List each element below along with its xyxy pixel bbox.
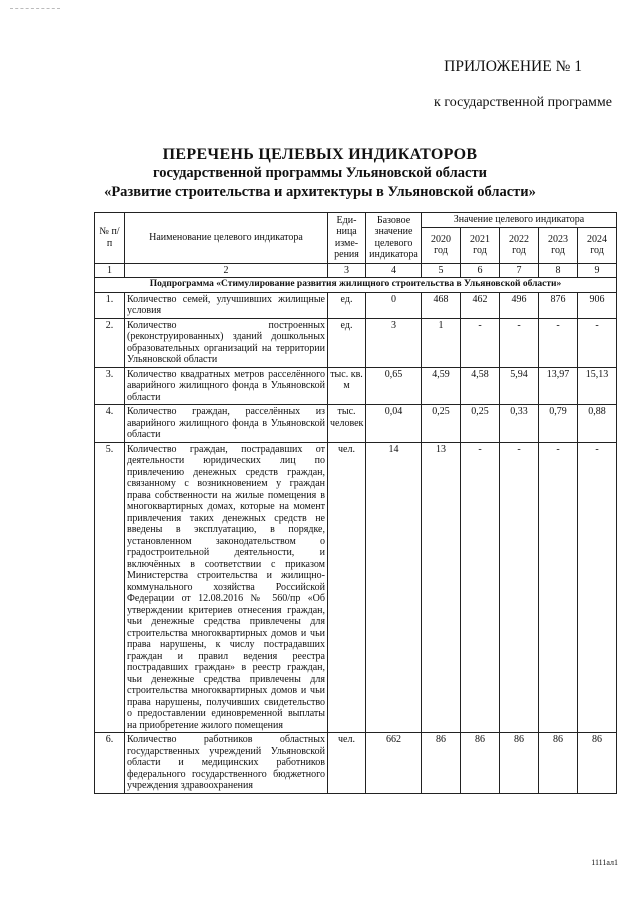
row-num: 4. — [95, 405, 125, 443]
row-value: - — [500, 318, 539, 367]
row-name: Количество построенных (реконструированных) зданий дошкольных образовательных организаций на территории Ульяновской области — [125, 318, 328, 367]
table-row — [95, 733, 617, 794]
row-name: Количество граждан, расселённых из аварийного жилищного фонда в Ульяновской области — [125, 405, 328, 443]
row-value: 86 — [500, 733, 539, 794]
table-row — [95, 292, 617, 318]
subprogram-title: Подпрограмма «Стимулирование развития жилищного строительства в Ульяновской области» — [95, 278, 617, 293]
row-value: 0,88 — [578, 405, 617, 443]
row-unit: ед. — [328, 292, 366, 318]
row-num: 1. — [95, 292, 125, 318]
table-row — [95, 442, 617, 733]
row-value: 4,59 — [422, 367, 461, 405]
row-value: 906 — [578, 292, 617, 318]
header-num: № п/п — [95, 213, 125, 264]
program-reference: к государственной программе — [434, 95, 612, 110]
row-value: 0,25 — [422, 405, 461, 443]
row-value: 86 — [539, 733, 578, 794]
header-name: Наименование целевого индикатора — [125, 213, 328, 264]
row-value: - — [461, 318, 500, 367]
header-values: Значение целевого индикатора — [422, 213, 617, 228]
column-number: 1 — [95, 263, 125, 278]
table-row — [95, 367, 617, 405]
header-unit: Еди-ница изме-рения — [328, 213, 366, 264]
column-numbers-row — [95, 263, 617, 278]
row-unit: ед. — [328, 318, 366, 367]
row-value: 0,25 — [461, 405, 500, 443]
column-number: 6 — [461, 263, 500, 278]
table-row — [95, 318, 617, 367]
column-number: 3 — [328, 263, 366, 278]
row-unit: чел. — [328, 442, 366, 733]
document-title — [0, 145, 640, 202]
row-value: - — [578, 442, 617, 733]
row-value: - — [461, 442, 500, 733]
column-number: 4 — [366, 263, 422, 278]
row-value: 13,97 — [539, 367, 578, 405]
title-line-1: ПЕРЕЧЕНЬ ЦЕЛЕВЫХ ИНДИКАТОРОВ — [162, 146, 478, 163]
row-value: 462 — [461, 292, 500, 318]
row-unit: тыс. кв. м — [328, 367, 366, 405]
row-base: 0 — [366, 292, 422, 318]
footer-code: 1111ал1 — [591, 858, 618, 867]
column-number: 5 — [422, 263, 461, 278]
column-number: 9 — [578, 263, 617, 278]
indicators-table — [94, 212, 617, 794]
row-num: 5. — [95, 442, 125, 733]
row-value: 86 — [422, 733, 461, 794]
row-unit: тыс. человек — [328, 405, 366, 443]
header-year: 2021 год — [461, 227, 500, 263]
subprogram-row — [95, 278, 617, 293]
row-unit: чел. — [328, 733, 366, 794]
header-year: 2020 год — [422, 227, 461, 263]
column-number: 8 — [539, 263, 578, 278]
row-base: 662 — [366, 733, 422, 794]
header-year: 2024 год — [578, 227, 617, 263]
row-value: - — [578, 318, 617, 367]
title-line-2: государственной программы Ульяновской области — [153, 165, 487, 181]
row-value: 4,58 — [461, 367, 500, 405]
table-row — [95, 405, 617, 443]
row-value: 0,79 — [539, 405, 578, 443]
row-num: 6. — [95, 733, 125, 794]
row-name: Количество квадратных метров расселённого аварийного жилищного фонда в Ульяновской области — [125, 367, 328, 405]
row-value: - — [500, 442, 539, 733]
row-base: 14 — [366, 442, 422, 733]
column-number: 7 — [500, 263, 539, 278]
column-number: 2 — [125, 263, 328, 278]
row-name: Количество семей, улучшивших жилищные условия — [125, 292, 328, 318]
row-name: Количество работников областных государственных учреждений Ульяновской области и медицинских работников федерального государственного бюджетного учреждения здравоохранения — [125, 733, 328, 794]
row-base: 0,04 — [366, 405, 422, 443]
header-base: Базовое значение целевого индикатора — [366, 213, 422, 264]
row-value: 1 — [422, 318, 461, 367]
row-value: 496 — [500, 292, 539, 318]
row-base: 3 — [366, 318, 422, 367]
row-value: - — [539, 442, 578, 733]
title-line-3: «Развитие строительства и архитектуры в Ульяновской области» — [104, 184, 536, 200]
row-value: 13 — [422, 442, 461, 733]
row-value: - — [539, 318, 578, 367]
row-value: 0,33 — [500, 405, 539, 443]
row-name: Количество граждан, пострадавших от деятельности юридических лиц по привлечению денежных средств граждан, связанному с возникновением у граждан права собственности на жилые помещения в многоквартирных домах, которые на момент привлечения таких денежных средств не введены в эксплуатацию, в порядке, установленном законодательством о градостроительной деятельности, и включённых в соответствии с приказом Министерства строительства и жилищно-коммунального хозяйства Российской Федерации от 12.08.2016 № 560/пр «Об утверждении критериев отнесения граждан, чьи денежные средства привлечены для строительства многоквартирных домов и чьи права нарушены, к числу пострадавших граждан и правил ведения реестра пострадавших граждан» в реестр граждан, чьи денежные средства привлечены для строительства многоквартирных домов и чьи права нарушены, получивших свидетельство о предоставлении единовременной выплаты на приобретение жилого помещения — [125, 442, 328, 733]
row-value: 15,13 — [578, 367, 617, 405]
appendix-label: ПРИЛОЖЕНИЕ № 1 — [444, 58, 582, 75]
row-num: 2. — [95, 318, 125, 367]
scan-artifact — [10, 8, 60, 9]
row-value: 86 — [461, 733, 500, 794]
row-value: 468 — [422, 292, 461, 318]
row-value: 5,94 — [500, 367, 539, 405]
row-base: 0,65 — [366, 367, 422, 405]
row-value: 876 — [539, 292, 578, 318]
row-num: 3. — [95, 367, 125, 405]
header-year: 2023 год — [539, 227, 578, 263]
header-year: 2022 год — [500, 227, 539, 263]
row-value: 86 — [578, 733, 617, 794]
